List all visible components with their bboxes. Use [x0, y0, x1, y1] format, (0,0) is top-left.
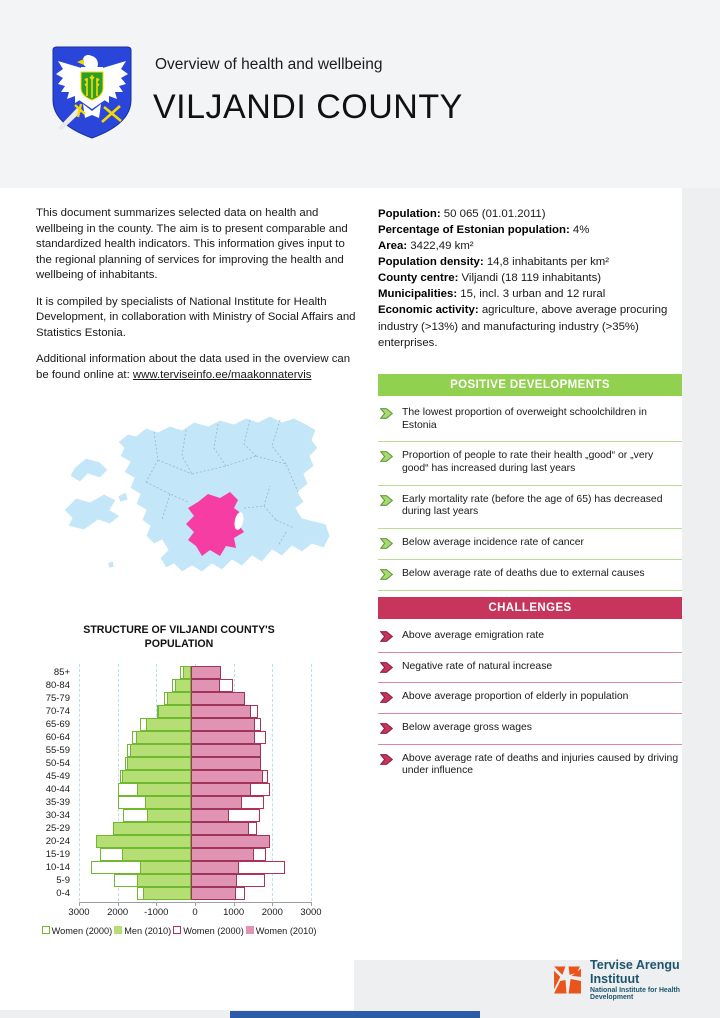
positive-item [378, 399, 682, 442]
x-axis-tick-label: 2000 [107, 907, 129, 918]
pyramid-row [45, 874, 311, 887]
bar-women-2010-fill [191, 822, 249, 835]
tai-logo [552, 958, 720, 1001]
pyramid-left-half [75, 874, 191, 887]
fact-value: 3422,49 km² [407, 240, 474, 253]
bar-men-2010-fill [183, 666, 191, 679]
chart-title: STRUCTURE OF VILJANDI COUNTY'S POPULATION [83, 624, 275, 651]
positive-item-text: Below average rate of deaths due to external causes [402, 567, 645, 579]
positive-item-text: Below average incidence rate of cancer [402, 537, 584, 549]
positive-item [378, 486, 682, 529]
bar-men-2010-fill [167, 692, 191, 705]
terviseinfo-link[interactable]: www.terviseinfo.ee/maakonnatervis [132, 368, 312, 381]
bar-women-2010-fill [191, 692, 245, 705]
fact-line [378, 302, 682, 350]
age-group-label: 60-64 [45, 732, 70, 743]
pyramid-left-half [75, 848, 191, 861]
age-group-label: 10-14 [45, 862, 70, 873]
intro-paragraph-3: Additional information about the data used in the overview can be found online at: www.terviseinfo.ee/maakonnatervis [36, 353, 351, 381]
positive-item-text: Early mortality rate (before the age of 65) has decreased during last years [402, 493, 663, 518]
age-group-label: 45-49 [45, 771, 70, 782]
intro-paragraph-2: It is compiled by specialists of National Institute for Health Development, in collaboration with Ministry of Social Affairs and Statistics Estonia. [36, 295, 356, 339]
x-axis-tick-label: 3000 [68, 907, 90, 918]
bar-women-2010-fill [191, 666, 221, 679]
pyramid-right-half [191, 666, 307, 679]
axis-tick [311, 903, 312, 906]
bar-men-2010-fill [113, 822, 191, 835]
axis-tick [234, 903, 235, 906]
pyramid-left-half [75, 744, 191, 757]
gridline [311, 664, 312, 901]
pyramid-right-half [191, 692, 307, 705]
challenge-item [378, 622, 682, 653]
legend-swatch-outline-red [173, 926, 181, 934]
pyramid-row [45, 822, 311, 835]
fact-value: 15, incl. 3 urban and 12 rural [457, 288, 606, 301]
pyramid-row [45, 861, 311, 874]
footer-blue-bar [230, 1011, 480, 1018]
pyramid-right-half [191, 783, 307, 796]
bar-men-2010-fill [147, 809, 191, 822]
bar-women-2010-fill [191, 861, 239, 874]
chart-plot-area [45, 664, 322, 936]
legend-entry [42, 926, 113, 936]
fact-value: 14,8 inhabitants per km² [483, 256, 610, 269]
bar-women-2010-fill [191, 744, 261, 757]
bar-men-2010-fill [175, 679, 191, 692]
bar-women-2010-fill [191, 757, 261, 770]
pyramid-row [45, 718, 311, 731]
fact-label: Economic activity: [378, 304, 479, 317]
x-axis-tick-label: -1000 [144, 907, 169, 918]
pyramid-right-half [191, 770, 307, 783]
challenge-item-text: Above average proportion of elderly in population [402, 691, 629, 703]
x-axis-tick-label: 2000 [261, 907, 283, 918]
legend-swatch-fill-pink [246, 926, 254, 934]
fact-label: Municipalities: [378, 288, 458, 301]
positive-item-text: Proportion of people to rate their health „good“ or „very good“ has increased during last years [402, 450, 654, 475]
age-group-label: 20-24 [45, 836, 70, 847]
bar-women-2010-fill [191, 705, 251, 718]
bar-men-2010-fill [122, 770, 191, 783]
pyramid-left-half [75, 770, 191, 783]
fact-label: Population: [378, 208, 441, 220]
pyramid-row [45, 887, 311, 900]
pyramid-row [45, 705, 311, 718]
pyramid-right-half [191, 848, 307, 861]
bar-men-2010-fill [122, 848, 191, 861]
pyramid-right-half [191, 796, 307, 809]
fact-value: 50 065 (01.01.2011) [440, 208, 546, 220]
chevron-bullet-icon [380, 662, 393, 673]
legend-entry [246, 926, 317, 936]
x-axis-tick-label: 1000 [223, 907, 245, 918]
age-group-label: 15-19 [45, 849, 70, 860]
bar-men-2010-fill [136, 731, 191, 744]
pyramid-right-half [191, 861, 307, 874]
pyramid-left-half [75, 731, 191, 744]
pyramid-row [45, 835, 311, 848]
pyramid-right-half [191, 731, 307, 744]
fact-line [378, 286, 682, 302]
fact-line [378, 222, 682, 238]
age-group-label: 5-9 [56, 875, 70, 886]
pyramid-left-half [75, 887, 191, 900]
bar-women-2010-fill [191, 848, 254, 861]
axis-tick [156, 903, 157, 906]
bar-women-2010-fill [191, 887, 236, 900]
pyramid-right-half [191, 679, 307, 692]
chart-x-axis [79, 902, 312, 903]
pyramid-right-half [191, 822, 307, 835]
pyramid-row [45, 770, 311, 783]
pyramid-row [45, 809, 311, 822]
legend-label: Women (2000) [51, 926, 113, 936]
challenge-item [378, 653, 682, 684]
fact-label: County centre: [378, 272, 459, 285]
intro-paragraph-1: This document summarizes selected data on health and wellbeing in the county. The aim is to present comparable and standardized health indicators. This information gives input to the regional planning of services for improving the health and wellbeing of inhabitants. [36, 207, 348, 281]
chevron-bullet-icon [380, 723, 393, 734]
pyramid-row [45, 848, 311, 861]
pyramid-row [45, 692, 311, 705]
tai-logo-text [590, 958, 720, 1001]
bar-men-2010-fill [137, 874, 191, 887]
pyramid-left-half [75, 861, 191, 874]
age-group-label: 80-84 [45, 680, 70, 691]
chart-rows [45, 666, 311, 900]
chevron-bullet-icon [380, 408, 393, 419]
chevron-bullet-icon [380, 692, 393, 703]
chevron-bullet-icon [380, 538, 393, 549]
pyramid-left-half [75, 666, 191, 679]
challenge-item [378, 714, 682, 745]
positive-developments-section [378, 374, 682, 591]
bar-women-2010-fill [191, 835, 270, 848]
x-axis-tick-label: 0 [192, 907, 198, 918]
bar-men-2010-fill [145, 796, 191, 809]
x-axis-tick-label: 3000 [300, 907, 322, 918]
pyramid-right-half [191, 887, 307, 900]
pyramid-left-half [75, 705, 191, 718]
pyramid-left-half [75, 796, 191, 809]
pyramid-right-half [191, 757, 307, 770]
bar-men-2010-fill [137, 783, 191, 796]
challenge-item-text: Above average emigration rate [402, 630, 545, 641]
page-title: VILJANDI COUNTY [153, 88, 463, 126]
challenge-item-text: Above average rate of deaths and injuries caused by driving under influence [402, 752, 679, 777]
pyramid-right-half [191, 718, 307, 731]
legend-label: Women (2010) [255, 926, 317, 936]
legend-entry [173, 926, 244, 936]
bar-women-2010-fill [191, 796, 242, 809]
positive-header-bar: POSITIVE DEVELOPMENTS [378, 374, 682, 396]
challenge-item-text: Below average gross wages [402, 722, 532, 734]
chart-legend [33, 926, 325, 936]
challenges-section [378, 597, 682, 787]
tai-logo-subtitle: National Institute for Health Development [590, 987, 680, 1001]
age-group-label: 40-44 [45, 784, 70, 795]
bar-men-2010-fill [127, 757, 191, 770]
chevron-bullet-icon [380, 451, 393, 462]
bar-women-2010-fill [191, 770, 263, 783]
bar-men-2010-fill [130, 744, 191, 757]
challenges-items-list [378, 622, 682, 787]
pyramid-row [45, 796, 311, 809]
county-facts-block [378, 206, 682, 351]
positive-item [378, 529, 682, 560]
bar-women-2010-fill [191, 783, 251, 796]
bar-men-2010-fill [158, 705, 191, 718]
pyramid-row [45, 666, 311, 679]
fact-label: Population density: [378, 256, 484, 269]
document-subtitle: Overview of health and wellbeing [155, 56, 383, 73]
legend-entry [114, 926, 171, 936]
pyramid-row [45, 783, 311, 796]
fact-line [378, 254, 682, 270]
content-background-left [0, 960, 354, 1010]
fact-label: Area: [378, 240, 408, 253]
axis-tick [272, 903, 273, 906]
chevron-bullet-icon [380, 631, 393, 642]
chart-x-axis-labels [68, 907, 322, 919]
age-group-label: 70-74 [45, 706, 70, 717]
fact-value: 4% [569, 224, 590, 237]
pyramid-left-half [75, 679, 191, 692]
bar-men-2010-fill [143, 887, 191, 900]
bar-men-2010-fill [96, 835, 192, 848]
fact-label: Percentage of Estonian population: [378, 224, 570, 237]
pyramid-left-half [75, 757, 191, 770]
fact-line [378, 270, 682, 286]
pyramid-right-half [191, 744, 307, 757]
age-group-label: 75-79 [45, 693, 70, 704]
legend-swatch-outline-green [42, 926, 50, 934]
chevron-bullet-icon [380, 495, 393, 506]
tai-logo-title: Tervise Arengu Instituut [590, 958, 680, 986]
pyramid-row [45, 731, 311, 744]
age-group-label: 65-69 [45, 719, 70, 730]
pyramid-left-half [75, 718, 191, 731]
legend-label: Women (2000) [183, 926, 244, 936]
pyramid-right-half [191, 809, 307, 822]
age-group-label: 85+ [53, 667, 70, 678]
pyramid-right-half [191, 705, 307, 718]
positive-item-text: The lowest proportion of overweight schoolchildren in Estonia [402, 407, 647, 431]
axis-tick [195, 903, 196, 906]
bar-women-2010-fill [191, 718, 255, 731]
chevron-bullet-icon [380, 569, 393, 580]
legend-swatch-fill-green [114, 926, 122, 934]
pyramid-left-half [75, 822, 191, 835]
viljandi-coat-of-arms-icon [48, 44, 136, 141]
challenges-header-bar: CHALLENGES [378, 597, 682, 619]
pyramid-left-half [75, 692, 191, 705]
age-group-label: 55-59 [45, 745, 70, 756]
chevron-bullet-icon [380, 754, 393, 765]
bar-women-2010-fill [191, 731, 255, 744]
population-pyramid-chart [45, 620, 322, 950]
positive-item [378, 560, 682, 591]
tai-logo-mark-icon [552, 963, 583, 997]
axis-tick [118, 903, 119, 906]
pyramid-right-half [191, 874, 307, 887]
fact-value: agriculture, above average procuring industry (>13%) and manufacturing industry (>35%) enterprises. [378, 304, 668, 349]
pyramid-right-half [191, 835, 307, 848]
pyramid-left-half [75, 783, 191, 796]
age-group-label: 30-34 [45, 810, 70, 821]
pyramid-left-half [75, 835, 191, 848]
pyramid-left-half [75, 809, 191, 822]
age-group-label: 35-39 [45, 797, 70, 808]
intro-text-block [36, 206, 359, 394]
axis-tick [79, 903, 80, 906]
bar-women-2010-fill [191, 679, 220, 692]
fact-line [378, 206, 682, 222]
bar-women-2010-fill [191, 874, 237, 887]
challenge-item-text: Negative rate of natural increase [402, 660, 553, 672]
bar-women-2010-fill [191, 809, 229, 822]
positive-items-list [378, 399, 682, 591]
positive-item [378, 442, 682, 485]
bar-men-2010-fill [146, 718, 191, 731]
challenge-item [378, 745, 682, 787]
estonia-map [58, 390, 362, 602]
age-group-label: 0-4 [56, 888, 70, 899]
pyramid-row [45, 744, 311, 757]
challenge-item [378, 683, 682, 714]
bar-men-2010-fill [140, 861, 191, 874]
fact-value: Viljandi (18 119 inhabitants) [458, 272, 602, 285]
age-group-label: 50-54 [45, 758, 70, 769]
fact-line [378, 238, 682, 254]
pyramid-row [45, 757, 311, 770]
pyramid-row [45, 679, 311, 692]
age-group-label: 25-29 [45, 823, 70, 834]
legend-label: Men (2010) [124, 926, 172, 936]
